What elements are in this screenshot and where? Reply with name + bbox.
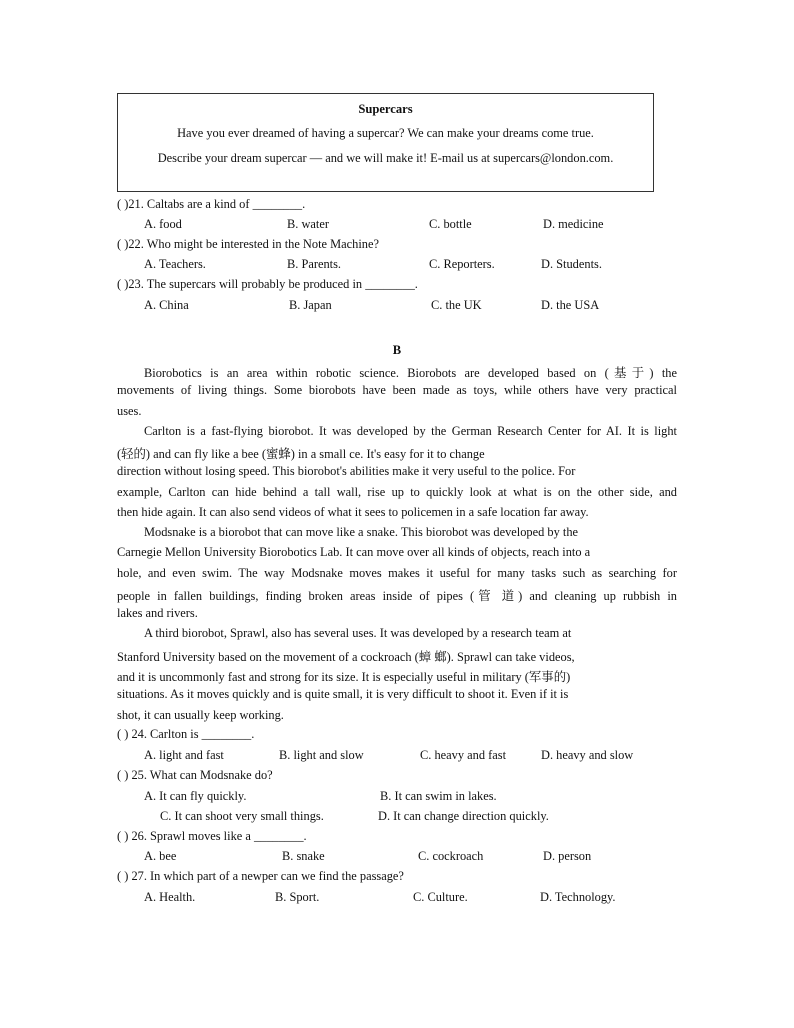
q25-option-a: A. It can fly quickly. [144,789,247,803]
paragraph-2-line-5: then hide again. It can also send videos of what it sees to policemen in a safe location far away. [117,505,589,519]
q24-option-a: A. light and fast [144,748,224,762]
q22-option-a: A. Teachers. [144,257,206,271]
q27-option-a: A. Health. [144,890,196,904]
q24-option-d: D. heavy and slow [541,748,634,762]
q24-option-c: C. heavy and fast [420,748,507,762]
q25-option-d: D. It can change direction quickly. [378,809,549,823]
q26-option-a: A. bee [144,849,177,863]
paragraph-1-line-3: uses. [117,404,142,418]
section-b-heading: B [392,343,402,357]
paragraph-3-line-1: Modsnake is a biorobot that can move like a snake. This biorobot was developed by the [144,525,579,539]
ad-line-1: Have you ever dreamed of having a supercar? We can make your dreams come true. [177,126,594,140]
question-23: ( )23. The supercars will probably be produced in ________. [117,277,418,291]
q21-option-c: C. bottle [429,217,472,231]
q21-option-b: B. water [287,217,329,231]
paragraph-4-line-5: shot, it can usually keep working. [117,708,284,722]
ad-line-2: Describe your dream supercar — and we will make it! E-mail us at supercars@london.com. [157,151,614,165]
q27-option-b: B. Sport. [275,890,320,904]
question-22: ( )22. Who might be interested in the Note Machine? [117,237,379,251]
q22-option-d: D. Students. [541,257,602,271]
q26-option-c: C. cockroach [418,849,484,863]
q25-option-c: C. It can shoot very small things. [160,809,324,823]
question-24: ( ) 24. Carlton is ________. [117,727,255,741]
paragraph-4-line-4: situations. As it moves quickly and is quite small, it is very difficult to shoot it. Even if it is [117,687,569,701]
question-21: ( )21. Caltabs are a kind of ________. [117,197,306,211]
paragraph-2-line-2: (轻的) and can fly like a bee (蜜蜂) in a small ce. It's easy for it to change [117,447,485,461]
q22-option-c: C. Reporters. [429,257,495,271]
paragraph-2-line-4: example, Carlton can hide behind a tall wall, rise up to quickly look at what is on the other side, and [117,485,677,499]
paragraph-4-line-3: and it is uncommonly fast and strong for its size. It is especially useful in military (军事的) [117,670,571,684]
q23-option-d: D. the USA [541,298,600,312]
paragraph-3-line-4: people in fallen buildings, finding broken areas inside of pipes (管 道) and cleaning up rubbish in [117,589,677,603]
question-25: ( ) 25. What can Modsnake do? [117,768,273,782]
q27-option-d: D. Technology. [540,890,616,904]
paragraph-2-line-1: Carlton is a fast-flying biorobot. It was developed by the German Research Center for AI. It is light [144,424,677,438]
question-26: ( ) 26. Sprawl moves like a ________. [117,829,307,843]
q21-option-a: A. food [144,217,182,231]
paragraph-1-line-2: movements of living things. Some biorobots have been made as toys, while others have very practical [117,383,677,397]
paragraph-3-line-2: Carnegie Mellon University Biorobotics Lab. It can move over all kinds of objects, reach into a [117,545,591,559]
q23-option-a: A. China [144,298,189,312]
paragraph-3-line-3: hole, and even swim. The way Modsnake moves makes it useful for many tasks such as searching for [117,566,677,580]
paragraph-3-line-5: lakes and rivers. [117,606,198,620]
paragraph-4-line-2: Stanford University based on the movement of a cockroach (蟑 螂). Sprawl can take videos, [117,650,575,664]
paragraph-1-line-1: Biorobotics is an area within robotic science. Biorobots are developed based on (基于) the [144,366,677,380]
q24-option-b: B. light and slow [279,748,364,762]
q23-option-b: B. Japan [289,298,332,312]
q26-option-b: B. snake [282,849,325,863]
q25-option-b: B. It can swim in lakes. [380,789,497,803]
paragraph-2-line-3: direction without losing speed. This biorobot's abilities make it very useful to the police. For [117,464,576,478]
q26-option-d: D. person [543,849,592,863]
question-27: ( ) 27. In which part of a newper can we find the passage? [117,869,404,883]
q23-option-c: C. the UK [431,298,482,312]
q22-option-b: B. Parents. [287,257,342,271]
q27-option-c: C. Culture. [413,890,468,904]
q21-option-d: D. medicine [543,217,604,231]
paragraph-4-line-1: A third biorobot, Sprawl, also has several uses. It was developed by a research team at [144,626,572,640]
supercars-ad-box [117,93,654,192]
ad-title: Supercars [358,102,413,116]
